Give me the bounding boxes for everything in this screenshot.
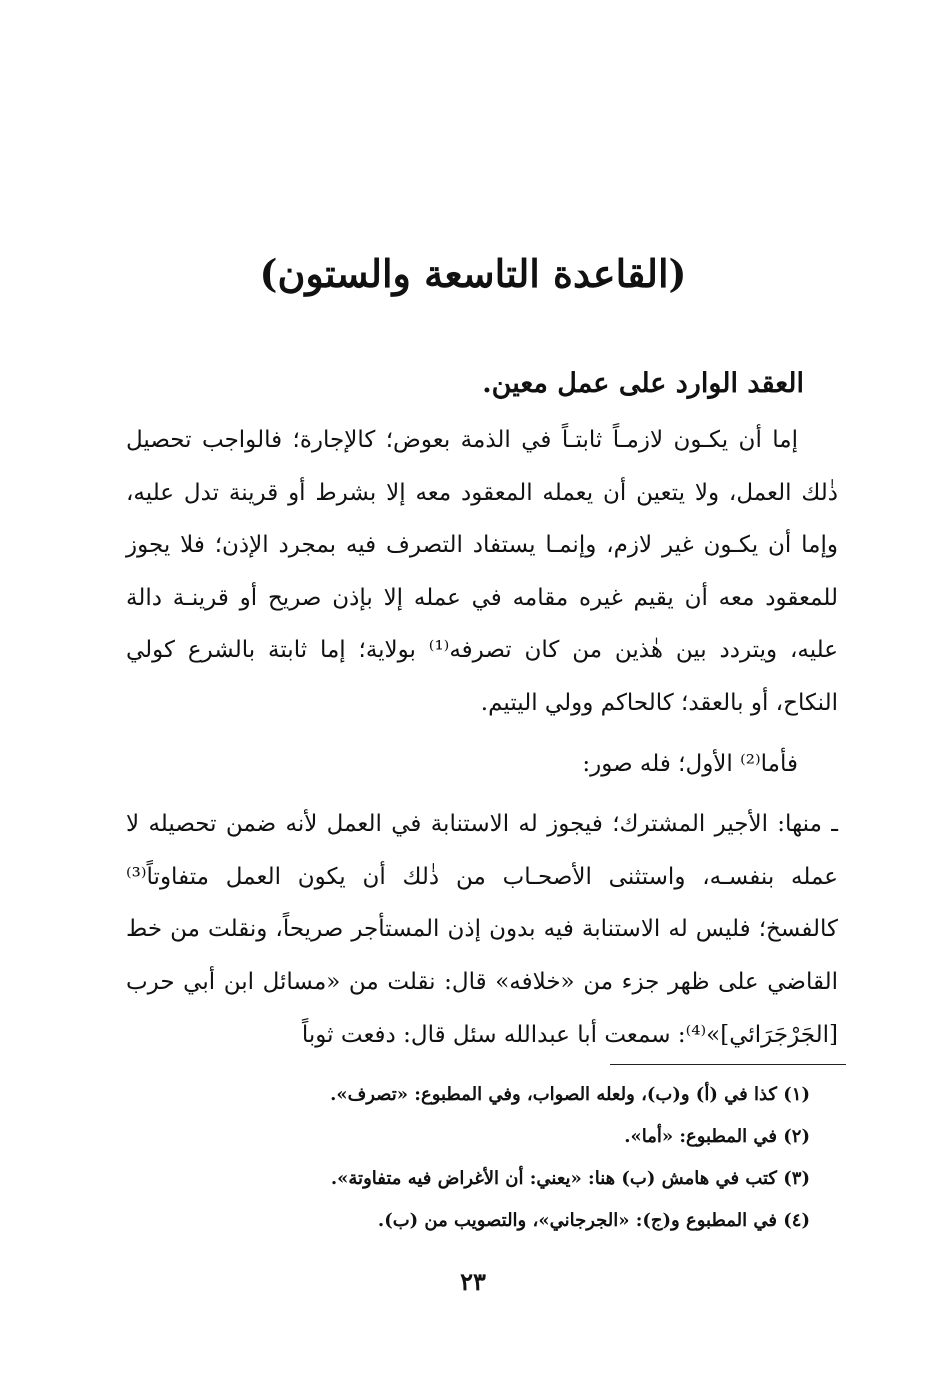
footnote-divider [610,1064,846,1065]
paragraph-3: ـ منها: الأجير المشترك؛ فيجوز له الاستنابة في العمل لأنه ضمن تحصيله لا عمله بنفسـه، واستثنى الأصحـاب من ذٰلك أن يكون العمل متفاوتاً⁽³⁾ كالفسخ؛ فليس له الاستنابة فيه بدون إذن المستأجر صريحاً، ونقلت من خط القاضي على ظهر جزء من «خلافه» قال: نقلت من «مسائل ابن أبي حرب [الجَرْجَرَائي]»⁽⁴⁾: سمعت أبا عبدالله سئل قال: دفعت ثوباً [126,811,838,1048]
paragraph-2: فأما⁽²⁾ الأول؛ فله صور: [582,750,798,777]
page-number: ٢٣ [460,1267,486,1296]
paragraph-1: إما أن يكـون لازمـاً ثابتـاً في الذمة بعوض؛ كالإجارة؛ فالواجب تحصيل ذٰلك العمل، ولا يتعين أن يعمله المعقود معه إلا بشرط أو قرينة تدل عليه، وإما أن يكـون غير لازم، وإنمـا يستفاد التصرف فيه بمجرد الإذن؛ فلا يجوز للمعقود معه أن يقيم غيره مقامه في عمله إلا بإذن صريح أو قرينـة دالة عليه، ويتردد بين هٰذين من كان تصرفه⁽¹⁾ بولاية؛ إما ثابتة بالشرع كولي النكاح، أو بالعقد؛ كالحاكم وولي اليتيم. [126,427,838,716]
footnotes [150,1074,810,1242]
footnote-3: (٣) كتب في هامش (ب) هنا: «يعني: أن الأغراض فيه متفاوتة». [330,1168,810,1189]
footnote-2: (٢) في المطبوع: «أما». [624,1126,810,1147]
footnote-4: (٤) في المطبوع و(ج): «الجرجاني»، والتصويب من (ب). [377,1210,810,1231]
rule-heading: العقد الوارد على عمل معين. [482,368,804,399]
main-text [126,360,838,1061]
footnote-1: (١) كذا في (أ) و(ب)، ولعله الصواب، وفي المطبوع: «تصرف». [330,1084,810,1105]
chapter-title: (القاعدة التاسعة والستون) [259,251,687,296]
